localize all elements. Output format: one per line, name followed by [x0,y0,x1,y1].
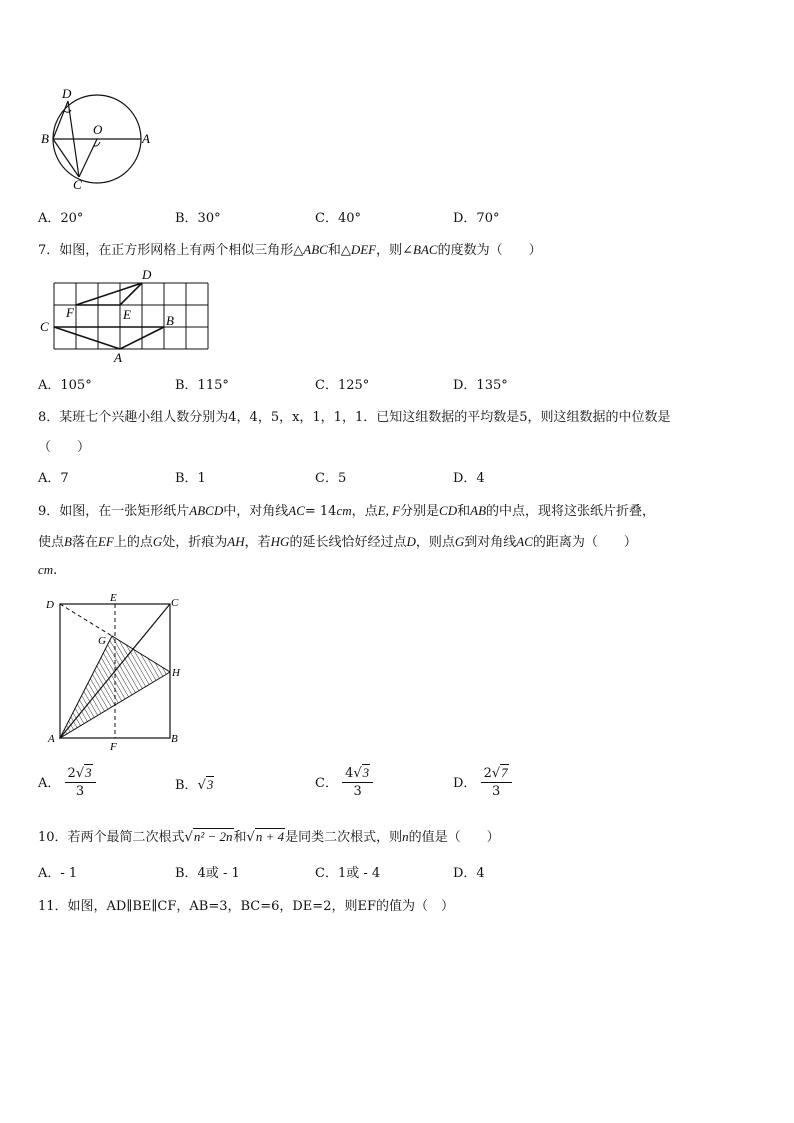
segment-oc [79,139,97,177]
chord-bd [53,101,68,139]
label-a: A [48,733,55,745]
q9-question-line3: cm. [38,562,58,578]
label-d: D [142,267,152,282]
q8-option-c: C．5 [315,471,347,486]
label-b: B [166,313,174,328]
q7-option-b: B．115° [175,378,229,393]
label-h: H [172,667,180,679]
label-c: C [73,177,82,192]
q11-question: 11．如图，AD∥BE∥CF，AB=3，BC=6，DE=2，则EF的值为（ ） [38,899,454,914]
q7-grid-figure [36,265,216,365]
label-f: F [110,741,117,752]
label-d: D [62,86,72,101]
q9-option-b: B．√3 [175,777,214,793]
q9-option-d: D． $\frac{2√7}{3}$ [453,764,512,799]
q9-rectangle-figure [40,592,190,752]
q6-option-a: A．20° [38,211,84,226]
q10-option-c: C．1或 - 4 [315,866,381,881]
q10-option-d: D．4 [453,866,485,881]
q8-question: 8．某班七个兴趣小组人数分别为4，4，5，x，1，1，1．已知这组数据的平均数是5，则这组数据的中位数是 [38,410,671,425]
label-c: C [40,319,49,334]
q8-option-b: B．1 [175,471,206,486]
q7-option-a: A．105° [38,378,92,393]
q10-question: 10．若两个最简二次根式√n² − 2n和√n + 4是同类二次根式，则n的值是（ ） [38,829,500,845]
q6-circle-figure [36,84,166,194]
q7-option-c: C．125° [315,378,370,393]
q10-option-b: B．4或 - 1 [175,866,240,881]
q8-option-d: D．4 [453,471,485,486]
q8-paren: （ ） [38,440,91,455]
label-b: B [171,733,178,745]
q9-option-c: C． $\frac{4√3}{3}$ [315,764,373,799]
q8-option-a: A．7 [38,471,69,486]
label-b: B [41,131,49,146]
label-a: A [142,131,150,146]
label-c: C [171,597,179,609]
q6-option-c: C．40° [315,211,361,226]
label-f: F [66,305,74,320]
label-e: E [123,307,131,322]
q9-question-line1: 9．如图，在一张矩形纸片ABCD中，对角线AC= 14cm，点E, F分别是CD和AB的中点，现将这张纸片折叠， [38,503,656,519]
q7-option-d: D．135° [453,378,508,393]
segment-ca [54,327,120,349]
folded-triangle [60,636,170,738]
q6-option-b: B．30° [175,211,221,226]
label-e: E [110,592,117,604]
q10-option-a: A．- 1 [38,866,78,881]
q9-question-line2: 使点B落在EF上的点G处，折痕为AH，若HG的延长线恰好经过点D，则点G到对角线AC的距离为（ ） [38,534,637,550]
label-d: D [46,599,54,611]
segment-dg [60,604,112,636]
q6-option-d: D．70° [453,211,500,226]
label-a: A [114,350,122,365]
label-g: G [98,635,106,647]
q9-option-a: A． $\frac{2√3}{3}$ [38,764,96,799]
label-o: O [93,122,103,137]
q7-question: 7．如图，在正方形网格上有两个相似三角形△ABC和△DEF，则∠BAC的度数为（ ） [38,242,542,258]
